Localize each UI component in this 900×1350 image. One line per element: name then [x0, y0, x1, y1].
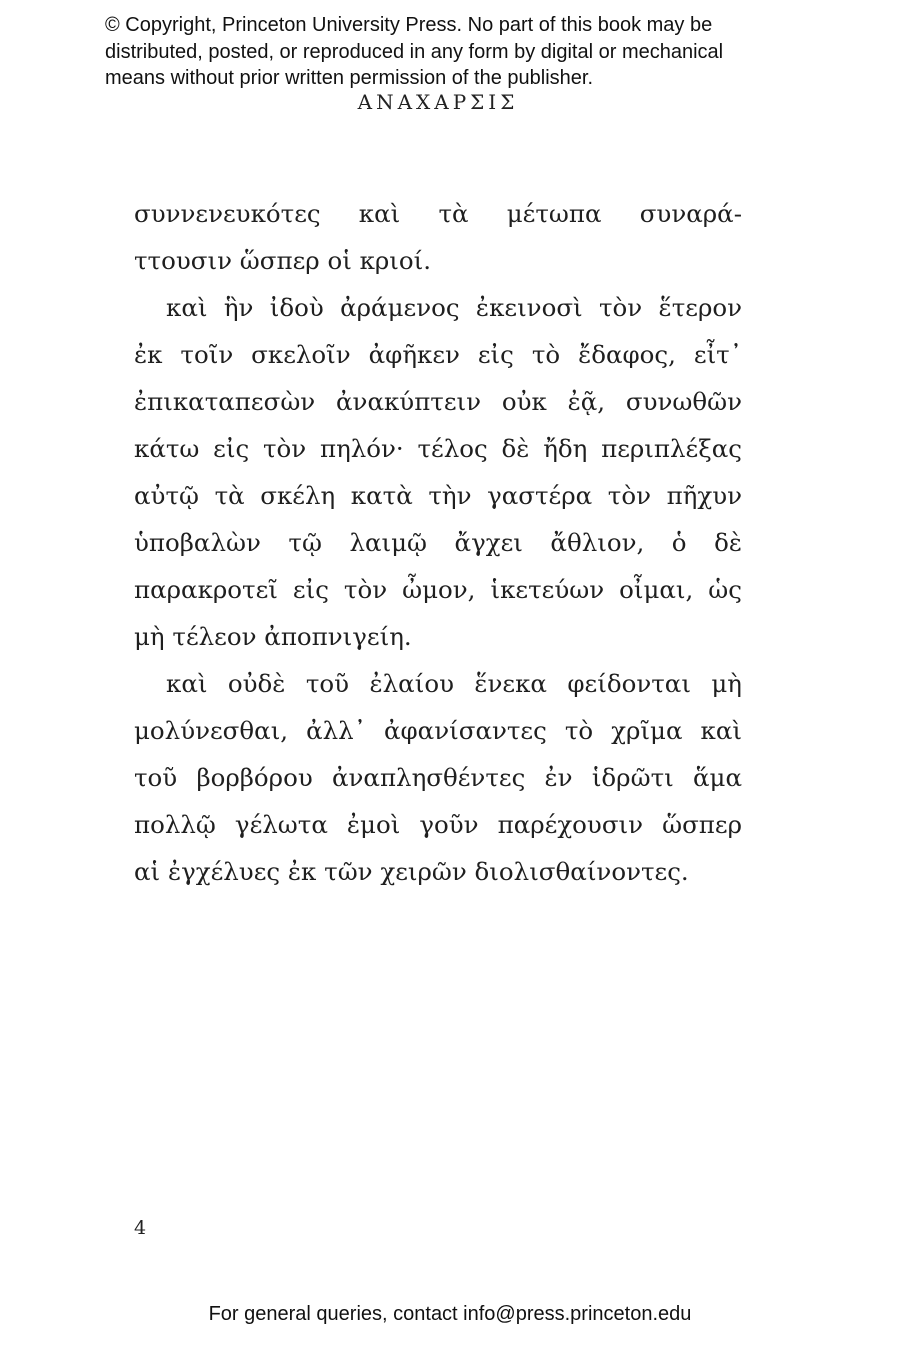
text-line: μὴ τέλεον ἀποπνιγείη.: [134, 622, 412, 651]
copyright-line: means without prior written permission of the publisher.: [105, 67, 594, 89]
copyright-line: distributed, posted, or reproduced in any form by digital or mechanical: [105, 40, 724, 63]
text-line: καὶ ἣν ἰδοὺ ἀράμενος ἐκεινοσὶ τὸν ἕτερον: [166, 293, 742, 322]
text-line: καὶ οὐδὲ τοῦ ἐλαίου ἕνεκα φείδονται μὴ: [166, 669, 742, 698]
text-line: παρακροτεῖ εἰς τὸν ὦμον, ἱκετεύων οἶμαι, ὡς: [134, 575, 742, 604]
text-line: ττουσιν ὥσπερ οἱ κριοί.: [134, 246, 432, 275]
text-line: πολλῷ γέλωτα ἐμοὶ γοῦν παρέχουσιν ὥσπερ: [134, 810, 742, 839]
copyright-notice: [105, 12, 865, 92]
page-number: 4: [134, 1217, 147, 1239]
running-head: ΑΝΑΧΑΡΣΙΣ: [357, 90, 519, 114]
text-line: ἐκ τοῖν σκελοῖν ἀφῆκεν εἰς τὸ ἔδαφος, εἶτ᾽: [134, 340, 742, 369]
text-line: τοῦ βορβόρου ἀναπλησθέντες ἐν ἱδρῶτι ἅμα: [134, 763, 742, 792]
text-line: ἐπικαταπεσὼν ἀνακύπτειν οὐκ ἐᾷ, συνωθῶν: [134, 387, 742, 416]
text-line: ὑποβαλὼν τῷ λαιμῷ ἄγχει ἄθλιον, ὁ δὲ: [134, 528, 742, 557]
text-line: μολύνεσθαι, ἀλλ᾽ ἀφανίσαντες τὸ χρῖμα καὶ: [134, 716, 742, 745]
copyright-line: © Copyright, Princeton University Press. No part of this book may be: [105, 14, 713, 36]
greek-text-body: [134, 190, 742, 895]
text-line: αὐτῷ τὰ σκέλη κατὰ τὴν γαστέρα τὸν πῆχυν: [134, 481, 742, 510]
text-line: αἱ ἐγχέλυες ἐκ τῶν χειρῶν διολισθαίνοντες.: [134, 857, 689, 886]
text-line: κάτω εἰς τὸν πηλόν· τέλος δὲ ἤδη περιπλέξας: [134, 434, 742, 463]
footer-contact: For general queries, contact info@press.princeton.edu: [208, 1303, 692, 1325]
text-line: συννενευκότες καὶ τὰ μέτωπα συναρά-: [134, 199, 742, 228]
